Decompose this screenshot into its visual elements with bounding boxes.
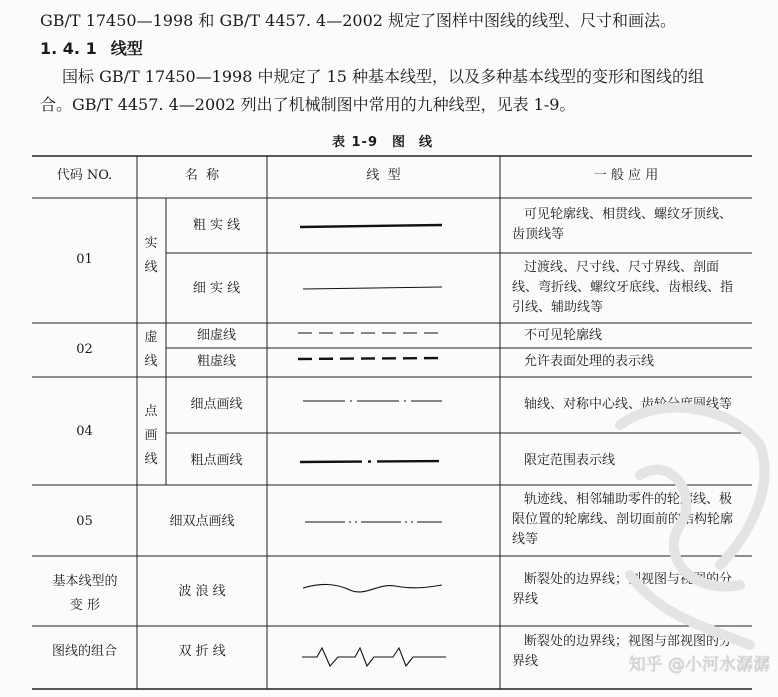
header-name: 名 称 [184,168,220,183]
name-thin-dotdash: 细点画线 [190,397,243,412]
sample-zigzag-line [302,648,446,666]
group-dotdash-label: 点画线 [144,404,158,467]
watermark: 知乎 @小河水潺潺 [628,655,770,675]
seal-stamp-icon [600,385,776,685]
name-thin-dashed: 细虚线 [196,328,236,343]
code-combination: 图线的组合 [51,644,117,659]
group-dashed-label: 虚线 [144,330,158,369]
code-02: 02 [76,342,93,357]
group-solid-label: 实线 [144,236,158,275]
section-number: 1. 4. 1 [40,39,97,58]
code-01: 01 [76,252,93,267]
name-thick-dashed: 粗虚线 [196,354,236,369]
group-solid [141,232,161,280]
sample-thick-solid [300,225,442,227]
sample-thick-dotdash [300,461,442,462]
name-thick-dotdash: 粗点画线 [190,453,243,468]
header-usage: 一 般 应 用 [593,168,659,183]
header-line-type: 线 型 [366,168,401,183]
name-wavy: 波 浪 线 [178,584,226,599]
code-basic-variant: 基本线型的 变 形 [52,574,118,613]
name-zigzag: 双 折 线 [178,644,226,659]
body-paragraph-line-2: 合。GB/T 4457. 4—2002 列出了机械制图中常用的九种线型，见表 1-9。 [40,95,576,114]
usage-thin-double-dotdash: 轨迹线、相邻辅助零件的轮廓线、极限位置的轮廓线、剖切面前的结构轮廓线等 [512,492,734,547]
name-thin-solid: 细 实 线 [192,281,241,296]
usage-thin-dashed: 不可见轮廓线 [524,328,603,343]
section-title: 线型 [110,39,143,58]
header-code: 代码 NO. [56,168,113,183]
usage-thick-dashed: 允许表面处理的表示线 [524,354,655,369]
name-thick-solid: 粗 实 线 [192,218,241,233]
usage-thick-solid: 可见轮廓线、相贯线、螺纹牙顶线、齿顶线等 [512,207,733,242]
sample-wavy-line [303,584,442,592]
usage-thin-dotdash: 轴线、对称中心线、齿轮分度圆线等 [524,397,733,412]
group-dotdash [141,400,161,472]
usage-zigzag: 断裂处的边界线；视图与部视图的分界线 [512,634,733,669]
intro-paragraph: GB/T 17450—1998 和 GB/T 4457. 4—2002 规定了图样中图线的线型、尺寸和画法。 [40,11,677,30]
code-05: 05 [76,514,93,529]
group-dashed [141,326,161,374]
name-thin-double-dotdash: 细双点画线 [169,514,235,529]
table-number: 表 1-9 [331,135,378,150]
sample-thick-dashed [298,358,442,359]
usage-wavy: 断裂处的边界线；剖视图与视图的分界线 [512,572,733,607]
sample-thin-solid [303,287,442,289]
body-paragraph-line-1: 国标 GB/T 17450—1998 中规定了 15 种基本线型，以及多种基本线型的变形和图线的组 [62,67,705,86]
table-title: 图线 [392,135,447,150]
code-04: 04 [76,424,93,439]
usage-thin-solid: 过渡线、尺寸线、尺寸界线、剖面线、弯折线、螺纹牙底线、齿根线、指引线、辅助线等 [512,260,734,315]
usage-thick-dotdash: 限定范围表示线 [524,453,616,468]
